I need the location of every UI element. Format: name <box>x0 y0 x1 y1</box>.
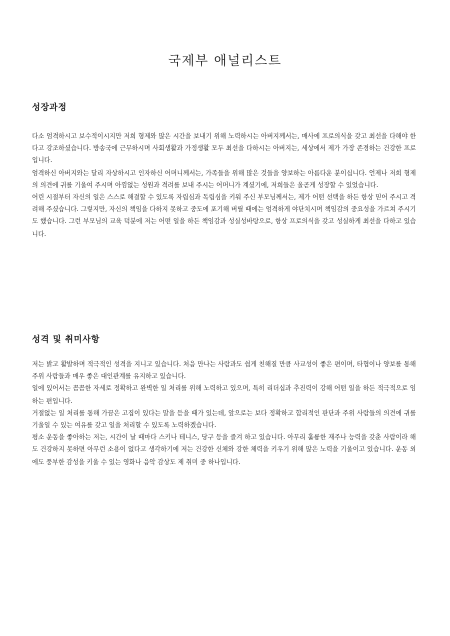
paragraph: 엄격하신 아버지와는 달리 자상하시고 인자하신 어머니께서는, 가족들을 위해 많은 것들을 양보하는 아름다운 분이십니다. 언제나 저희 형제의 의견에 귀를 기울여 주시며 아낌없는 성원과 격려를 보내 주시는 어머니가 계셨기에, 저희들은 올곧게 성장할 수 있었습니다. <box>32 169 416 189</box>
section-heading-personality: 성격 및 취미사항 <box>32 335 100 345</box>
section-body-growth <box>32 131 416 241</box>
paragraph: 거절없는 일 처리를 통해 가끔은 고집이 있다는 말을 듣을 때가 있는데, 앞으로는 보다 정확하고 합리적인 판단과 주위 사람들의 의견에 귀를 기울일 수 있는 여유를 갖고 일을 처리할 수 있도록 노력하겠습니다. <box>32 409 416 430</box>
paragraph: 일에 있어서는 꼼꼼한 자세로 정확하고 완벽한 일 처리를 위해 노력하고 있으며, 특히 리더십과 추진력이 강해 어떤 일을 하든 적극적으로 임하는 편입니다. <box>32 385 416 405</box>
paragraph: 어린 시절부터 자신의 일은 스스로 해결할 수 있도록 자립심과 독립심을 키워 주신 부모님께서는, 제가 어떤 선택을 하든 항상 믿어 주시고 격려해 주셨습니다. 그렇지만, 자신의 책임을 다하지 못하고 중도에 포기해 버릴 때에는 엄격하게 야단치시며 책임감의 중요성을 가르쳐 주시기도 했습니다. 그런 부모님의 교육 덕분에 저는 어떤 일을 하든 책임감과 성실성바탕으로, 항상 프로의식을 갖고 성실하게 최선을 다하고 있습니다. <box>32 194 416 238</box>
paragraph: 다소 엄격하시고 보수적이시지만 저희 형제와 많은 시간을 보내기 위해 노력하시는 아버지께서는, 매사에 프로의식을 갖고 최선을 다해야 한다고 강조하셨습니다. 방송국에 근무하시며 사회생활과 가정생활 모두 최선을 다하시는 아버지는, 세상에서 제가 가장 존경하는 건강한 프로입니다. <box>32 133 416 165</box>
section-heading-growth: 성장과정 <box>32 103 67 113</box>
section-body-personality <box>32 359 416 469</box>
paragraph: 평소 운동을 좋아하는 저는, 시간이 날 때마다 스키나 테니스, 당구 등을 즐겨 하고 있습니다. 아무리 훌륭한 재주나 능력을 갖춘 사람이라 해도 건강하지 못하면 아무런 소용이 없다고 생각하기에 저는 건강한 신체와 강한 체력을 키우기 위해 많은 노력을 기울이고 있습니다. 운동 외에도 풍부한 감성을 키울 수 있는 영화나 음악 감상도 제 취미 중 하나입니다. <box>32 434 416 466</box>
paragraph: 저는 밝고 활발하며 적극적인 성격을 지니고 있습니다. 처음 만나는 사람과도 쉽게 친해질 만큼 사교성이 좋은 편이며, 타협이나 양보를 통해 주위 사람들과 매우 좋은 대인관계를 유지하고 있습니다. <box>32 361 416 381</box>
document-title: 국제부 애널리스트 <box>168 54 282 69</box>
